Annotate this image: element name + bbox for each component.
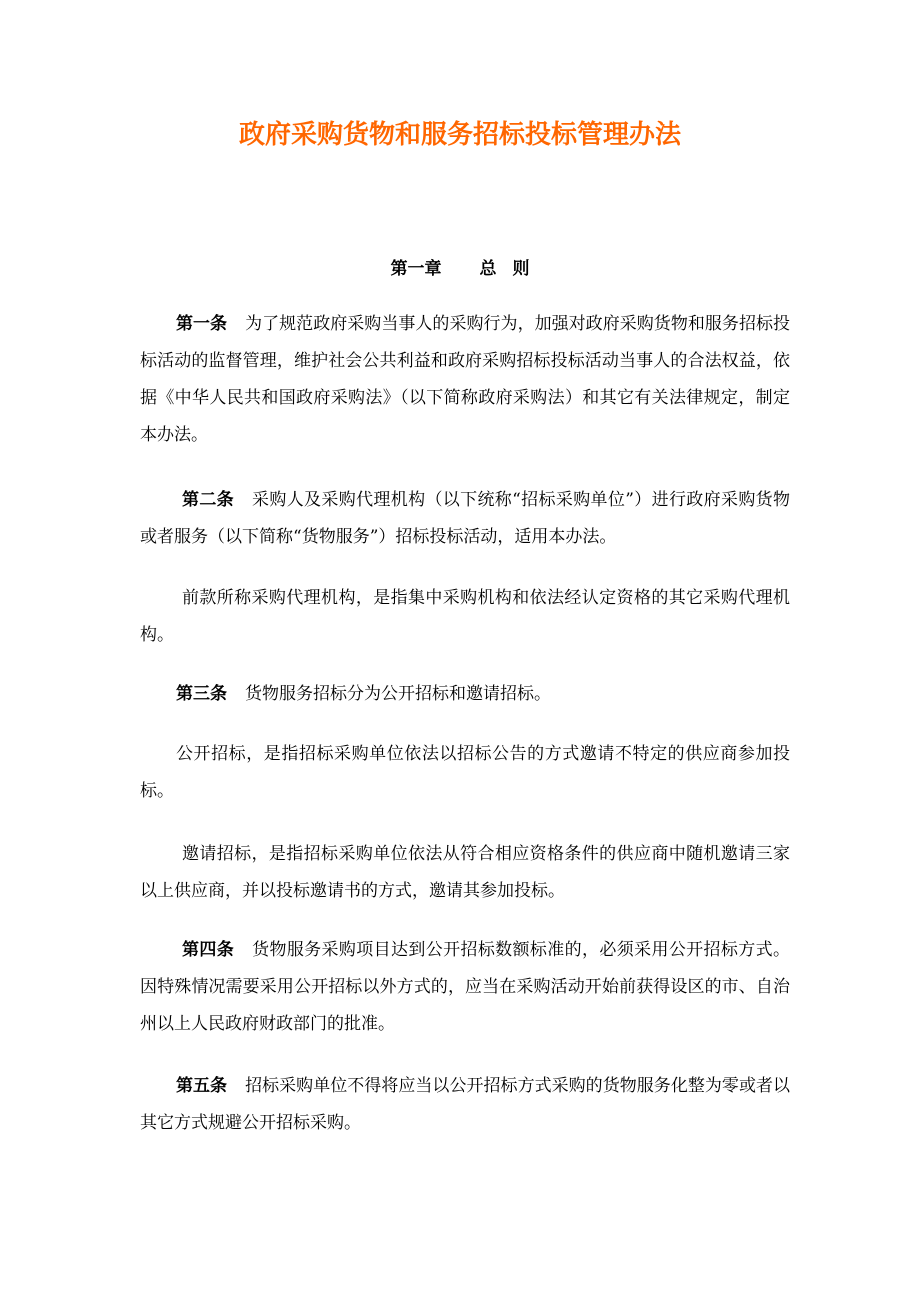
- paragraph-text: 邀请招标，是指招标采购单位依法从符合相应资格条件的供应商中随机邀请三家以上供应商，并以投标邀请书的方式，邀请其参加投标。: [140, 844, 790, 901]
- chapter-name-part2: 则: [512, 259, 530, 279]
- paragraph-text: 为了规范政府采购当事人的采购行为，加强对政府采购货物和服务招标投标活动的监督管理，维护社会公共利益和政府采购招标投标活动当事人的合法权益，依据《中华人民共和国政府采购法》（以下简称政府采购法）和其它有关法律规定，制定本办法。: [140, 314, 791, 445]
- chapter-number: 第一章: [390, 259, 442, 279]
- article-number: 第四条: [182, 940, 235, 960]
- article-number: 第二条: [182, 490, 235, 510]
- document-title: 政府采购货物和服务招标投标管理办法: [238, 120, 681, 150]
- paragraph-agency-definition: [140, 580, 790, 654]
- paragraph-text: 货物服务招标分为公开招标和邀请招标。: [245, 684, 551, 704]
- article-number: 第一条: [176, 314, 228, 334]
- paragraph-text: 公开招标，是指招标采购单位依法以招标公告的方式邀请不特定的供应商参加投标。: [140, 744, 790, 801]
- paragraph-text: 招标采购单位不得将应当以公开招标方式采购的货物服务化整为零或者以其它方式规避公开招标采购。: [140, 1076, 791, 1133]
- paragraph-article-2: [140, 482, 790, 556]
- paragraph-text: 采购人及采购代理机构（以下统称“招标采购单位”）进行政府采购货物或者服务（以下简称“货物服务”）招标投标活动，适用本办法。: [140, 490, 790, 547]
- article-number: 第三条: [176, 684, 227, 704]
- paragraph-article-3: [140, 676, 790, 713]
- paragraph-text: 前款所称采购代理机构，是指集中采购机构和依法经认定资格的其它采购代理机构。: [140, 588, 790, 645]
- chapter-name-part1: 总: [479, 259, 497, 279]
- article-number: 第五条: [176, 1076, 228, 1096]
- paragraph-open-tender: [140, 736, 790, 810]
- chapter-heading: [0, 254, 920, 279]
- paragraph-text: 货物服务采购项目达到公开招标数额标准的，必须采用公开招标方式。因特殊情况需要采用公开招标以外方式的，应当在采购活动开始前获得设区的市、自治州以上人民政府财政部门的批准。: [140, 940, 791, 1034]
- paragraph-article-5: [140, 1068, 790, 1142]
- paragraph-article-1: [140, 306, 790, 454]
- paragraph-article-4: [140, 932, 790, 1043]
- paragraph-invited-tender: [140, 836, 790, 910]
